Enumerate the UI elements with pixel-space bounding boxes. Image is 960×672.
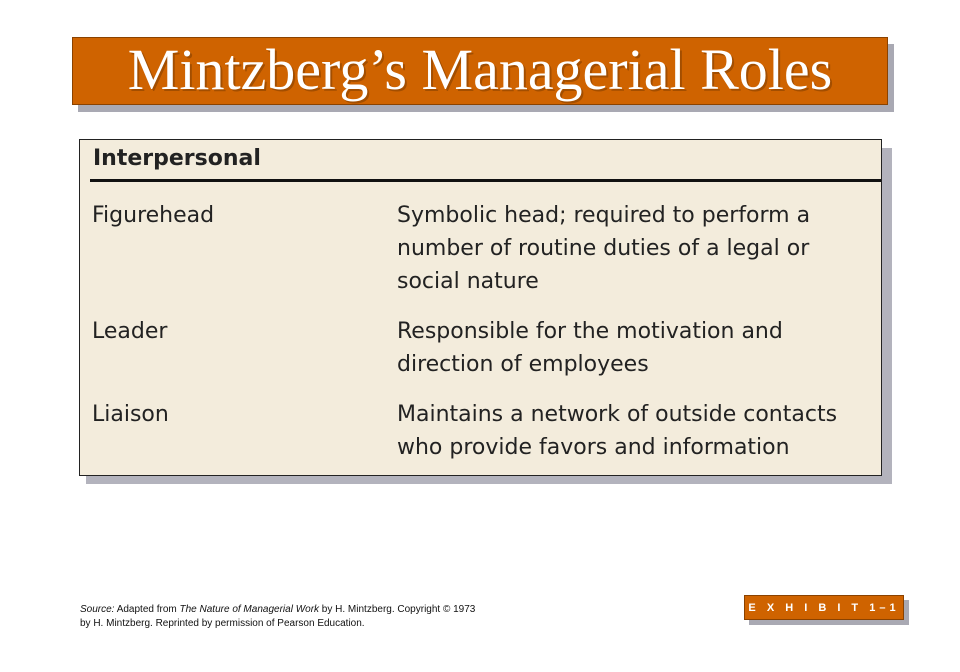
- source-work-title: The Nature of Managerial Work: [179, 604, 320, 615]
- title-banner: [72, 37, 888, 105]
- description-line: Responsible for the motivation and: [397, 319, 783, 344]
- description-line: Symbolic head; required to perform a: [397, 203, 811, 228]
- source-line-1: [80, 603, 640, 617]
- role-leader-description: [397, 315, 872, 381]
- description-line: number of routine duties of a legal or: [397, 236, 810, 261]
- source-text: Adapted from: [114, 604, 180, 615]
- description-line: direction of employees: [397, 352, 649, 377]
- source-text: by H. Mintzberg. Copyright © 1973: [319, 604, 476, 615]
- source-note: [80, 603, 640, 631]
- exhibit-tag: [744, 595, 904, 620]
- role-liaison: Liaison: [92, 402, 169, 427]
- description-line: social nature: [397, 269, 539, 294]
- description-line: who provide favors and information: [397, 435, 790, 460]
- role-leader: Leader: [92, 319, 168, 344]
- exhibit-label: E X H I B I T 1–1: [748, 601, 900, 614]
- description-line: Maintains a network of outside contacts: [397, 402, 838, 427]
- table-heading: Interpersonal: [93, 146, 261, 171]
- role-liaison-description: [397, 398, 872, 464]
- source-line-2: by H. Mintzberg. Reprinted by permission of Pearson Education.: [80, 618, 365, 629]
- role-figurehead-description: [397, 199, 872, 298]
- roles-table-panel: [79, 139, 882, 476]
- slide-title: Mintzberg’s Managerial Roles: [127, 37, 833, 102]
- heading-divider: [90, 179, 881, 182]
- source-label: Source:: [80, 604, 115, 615]
- role-figurehead: Figurehead: [92, 203, 215, 228]
